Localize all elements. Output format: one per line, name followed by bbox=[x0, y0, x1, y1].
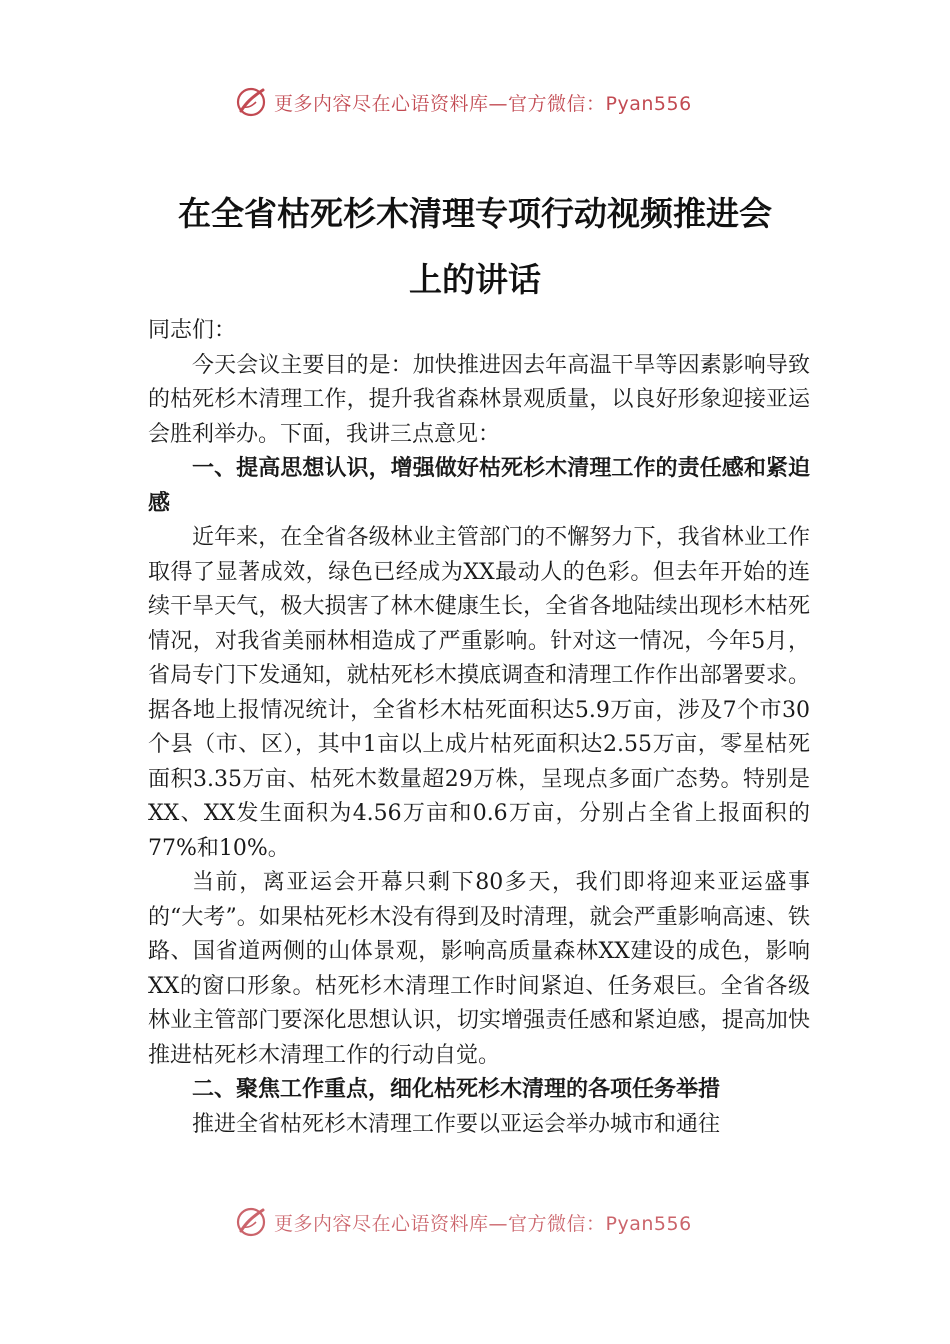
paragraph: 推进全省枯死杉木清理工作要以亚运会举办城市和通往 bbox=[192, 1111, 721, 1137]
paragraph: 近年来，在全省各级林业主管部门的不懈努力下，我省林业工作取得了显著成效，绿色已经成为XX最动人的色彩。但去年开始的连续干旱天气，极大损害了林木健康生长，全省各地陆续出现杉木枯死情况，对我省美丽林相造成了严重影响。针对这一情况，今年5月，省局专门下发通知，就枯死杉木摸底调查和清理工作作出部署要求。据各地上报情况统计，全省杉木枯死面积达5.9万亩，涉及7个市30个县（市、区），其中1亩以上成片枯死面积达2.55万亩，零星枯死面积3.35万亩、枯死木数量超29万株，呈现点多面广态势。特别是XX、XX发生面积为4.56万亩和0.6万亩，分别占全省上报面积的77%和10%。 bbox=[148, 525, 810, 861]
salutation: 同志们： bbox=[148, 318, 237, 343]
footer-watermark bbox=[234, 1202, 692, 1242]
header-watermark bbox=[234, 82, 692, 122]
section-heading: 一、提高思想认识，增强做好枯死杉木清理工作的责任感和紧迫感 bbox=[148, 456, 810, 516]
paragraph: 当前，离亚运会开幕只剩下80多天，我们即将迎来亚运盛事的“大考”。如果枯死杉木没有得到及时清理，就会严重影响高速、铁路、国省道两侧的山体景观，影响高质量森林XX建设的成色，影响XX的窗口形象。枯死杉木清理工作时间紧迫、任务艰巨。全省各级林业主管部门要深化思想认识，切实增强责任感和紧迫感，提高加快推进枯死杉木清理工作的行动自觉。 bbox=[148, 870, 810, 1068]
watermark-text: 更多内容尽在心语资料库—官方微信：Pyan556 bbox=[274, 1212, 692, 1235]
paragraph: 今天会议主要目的是：加快推进因去年高温干旱等因素影响导致的枯死杉木清理工作，提升我省森林景观质量，以良好形象迎接亚运会胜利举办。下面，我讲三点意见： bbox=[148, 352, 810, 447]
document-title-line-1: 在全省枯死杉木清理专项行动视频推进会 bbox=[178, 194, 772, 233]
document-body bbox=[148, 314, 810, 1142]
document-title-line-2: 上的讲话 bbox=[409, 260, 541, 299]
section-heading: 二、聚焦工作重点，细化枯死杉木清理的各项任务举措 bbox=[192, 1077, 721, 1102]
pen-logo-icon bbox=[234, 1205, 268, 1239]
watermark-text: 更多内容尽在心语资料库—官方微信：Pyan556 bbox=[274, 92, 692, 115]
pen-logo-icon bbox=[234, 85, 268, 119]
